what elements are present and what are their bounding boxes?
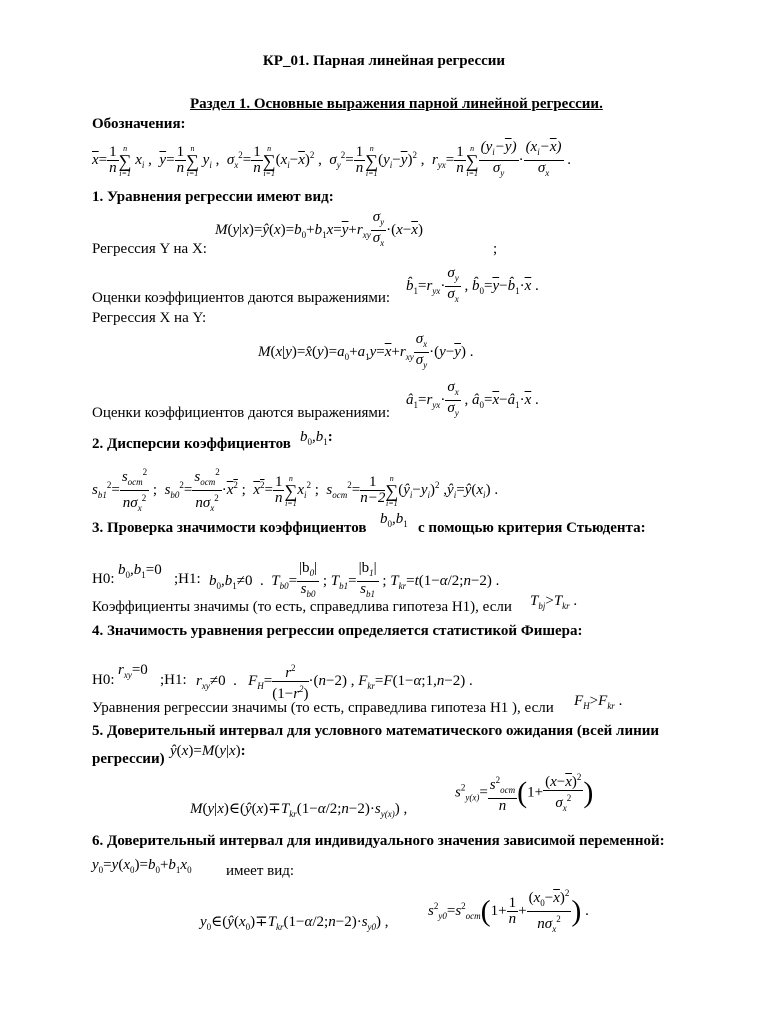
text-has-form: имеет вид: — [226, 863, 295, 879]
page-title: КР_01. Парная линейная регрессии — [262, 53, 506, 69]
formula-yhat-expectation: ŷ(x)=M(y|x): — [170, 743, 246, 759]
label-h1: ;Н1: — [174, 571, 201, 587]
text-coef-significant: Коэффициенты значимы (то есть, справедлива гипотеза Н1), если — [92, 599, 512, 615]
heading-3: 3. Проверка значимости коэффициентов — [92, 520, 367, 536]
formula-regression-x-on-y: $M(x|y)=x̂(y)=a_0+a_1y=\overline{x}+r_{xy}$ $\frac{\sigma_x}{\sigma_y}$ $\cdot(y-\overline{y})$ . — [258, 331, 474, 370]
section-title: Раздел 1. Основные выражения парной линейной регрессии. — [190, 96, 603, 112]
label-h0: Н0: — [92, 571, 115, 587]
semicolon: ; — [493, 241, 498, 257]
formula-fisher: $r_{xy}\ne 0$ . $F_H=$ $\frac{r^2}{(1-r^2)}$ ·(n−2) , $F_{kr}=F(1-\alpha;1,n-2)$ . — [196, 663, 473, 702]
heading-6: 6. Доверительный интервал для индивидуального значения зависимой переменной: — [92, 833, 665, 849]
formula-confidence-individual: $y_0\in(ŷ(x_0)\mp T_{kr}(1-\alpha/2;n-2)\cdot s_{y0})$ , — [200, 914, 389, 932]
label-coef-estimates-2: Оценки коэффициентов даются выражениями: — [92, 405, 391, 421]
notation-label: Обозначения: — [92, 116, 186, 132]
formula-y0: $y_0=y(x_0)=b_0+b_1x_0$ — [92, 857, 192, 875]
formula-s2-yx: $s^2_{y(x)}=$ $s^2_{ост}$ n (1+ $\frac{(x-\overline{x})^2}{\sigma_x^2}$ ) — [455, 772, 594, 814]
text-equation-significant: Уравнения регрессии значимы (то есть, справедлива гипотеза Н1 ), если — [92, 700, 554, 716]
heading-5-line2: регрессии) — [92, 751, 165, 767]
heading-3-tail: с помощью критерия Стьюдента: — [418, 520, 646, 536]
formula-student-hypotheses: $b_0,b_1=0$ — [118, 562, 162, 580]
label-h0-4: Н0: — [92, 672, 115, 688]
formula-tbj-gt-tkr: $T_{bj}>T_{kr}$ . — [530, 593, 578, 611]
formula-variances: $s_{b1}^2=$ $s_{ост}^2$ $n\sigma_x^2$ ; $s_{b0}^2=$ $s_{ост}^2$ $n\sigma_x^2$ $\cdot x^2$ ; $x^2=$ $\frac{1}{n}$ n ∑ $i=1x_i^2$ ; $s_{ост}^2=$ $\frac{1}{n-2}$ n ∑ $i=1(ŷ_i-y_i)^2$ $,ŷ_i=ŷ(x_i)$ . — [92, 467, 499, 513]
formula-student-h1: $b_0,b_1\ne 0$ . $T_{b0}=$ $\frac{|b_0|}{s_{b0}}$ ; $T_{b1}=$ $\frac{|b_1|}{s_{b1}}$ ; $T_{kr}=t(1-\alpha/2;n-2)$ . — [209, 560, 500, 599]
formula-b0-b1-2: $b_0,b_1$ — [380, 511, 408, 529]
formula-fisher-h0: $r_{xy}=0$ — [118, 662, 148, 680]
label-coef-estimates-1: Оценки коэффициентов даются выражениями: — [92, 290, 391, 306]
formula-b-estimates: $b̂_1=r_{yx}\cdot$ $\frac{\sigma_y}{\sigma_x}$ , $b̂_0=\overline{y}-b̂_1\cdot\overline{x}$ . — [406, 265, 539, 304]
formula-fh-gt-fkr: $F_H>F_{kr}$ . — [574, 693, 623, 711]
heading-4: 4. Значимость уравнения регрессии определяется статистикой Фишера: — [92, 623, 583, 639]
label-regression-y-on-x: Регрессия Y на X: — [92, 241, 207, 257]
label-h1-4: ;Н1: — [160, 672, 187, 688]
formula-a-estimates: $â_1=r_{yx}\cdot$ $\frac{\sigma_x}{\sigma_y}$ , $â_0=\overline{x}-â_1\cdot\overline{x}$ . — [406, 379, 539, 418]
formula-s2-y0: $s^2_{y0}=s^2_{ост}(1+$ $\frac{1}{n}$ + $(x_0-\overline{x})^2$ $n\sigma_x^2$ ) . — [428, 888, 589, 934]
heading-1: 1. Уравнения регрессии имеют вид: — [92, 189, 334, 205]
heading-2: 2. Дисперсии коэффициентов — [92, 436, 291, 452]
formula-b0-b1: $b_0,b_1$: — [300, 429, 333, 447]
label-regression-x-on-y: Регрессия X на Y: — [92, 310, 207, 326]
formula-regression-y-on-x: $M(y|x)=ŷ(x)=b_0+b_1x=\overline{y}+r_{xy}$ $\frac{\sigma_y}{\sigma_x}$ $\cdot(x-\overline{x})$ — [215, 209, 423, 248]
formula-confidence-expectation: $M(y|x)\in(ŷ(x)\mp T_{kr}(1-\alpha/2;n-2)\cdot s_{y(x)})$ , — [190, 801, 408, 819]
notation-formulas: $\overline{x}=$ $\frac{1}{n}$ n ∑ i=1 $x_i$ , $\overline{y}=$ $\frac{1}{n}$ n ∑ i=1 $y_i$ , $\sigma_x^2=$ $\frac{1}{n}$ n ∑ $i=1(x_i-\overline{x})^2$ , $\sigma_y^2=$ $\frac{1}{n}$ n ∑ $i=1(y_i-\overline{y})^2$ , $r_{yx}=$ $\frac{1}{n}$ n ∑ i=1 $\frac{(y_i-\overline{y})}{\sigma_y}$ · $\frac{(x_i-\overline{x})}{\sigma_x}$ . — [92, 139, 572, 178]
heading-5-line1: 5. Доверительный интервал для условного математического ожидания (всей линии — [92, 723, 660, 739]
